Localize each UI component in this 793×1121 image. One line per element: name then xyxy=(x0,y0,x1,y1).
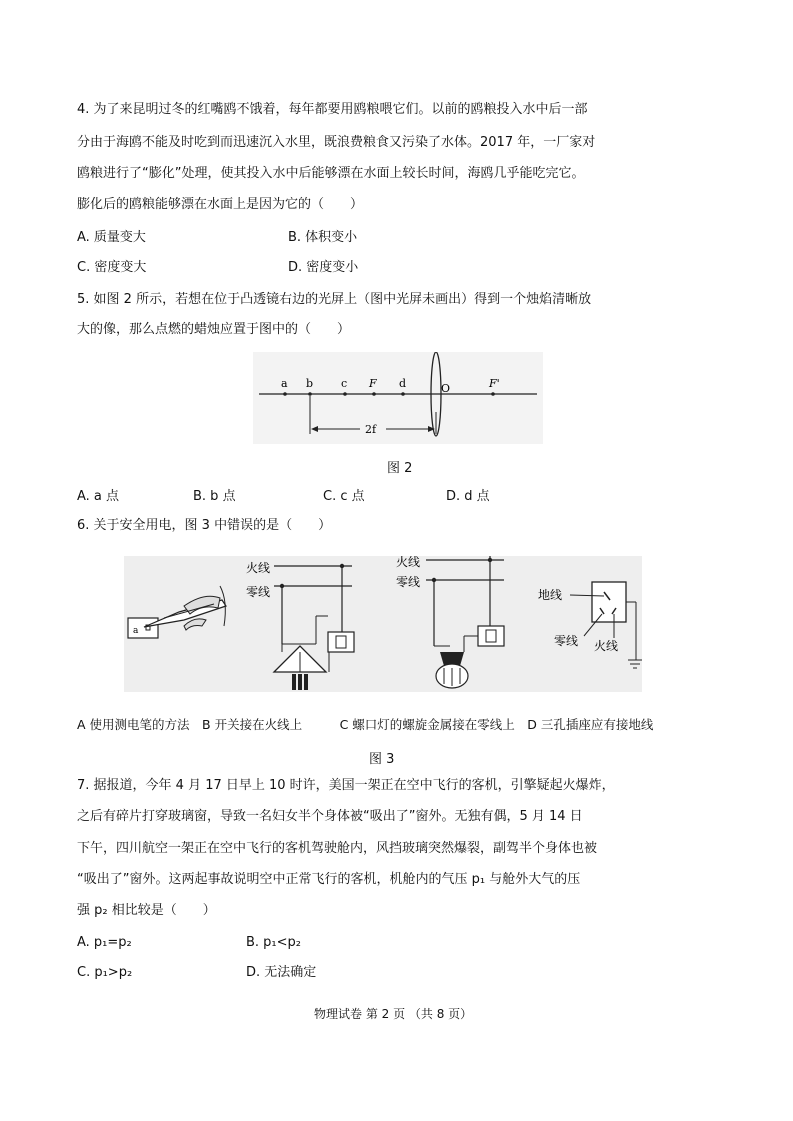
svg-text:a: a xyxy=(133,626,139,636)
q4-line-2: 分由于海鸥不能及时吃到而迅速沉入水里，既浪费粮食又污染了水体。2017 年，一厂家对 xyxy=(77,135,596,150)
q7-line-1: 7. 据报道，今年 4 月 17 日早上 10 时许，美国一架正在空中飞行的客机，引擎疑起火爆炸， xyxy=(77,778,615,793)
point-a xyxy=(283,392,287,396)
figure-3-caption: 图 3 xyxy=(369,752,395,767)
q5-option-b: B. b 点 xyxy=(193,489,236,504)
q5-line-2: 大的像，那么点燃的蜡烛应置于图中的（ ） xyxy=(77,322,351,337)
lens-diagram xyxy=(253,352,543,444)
q5-line-1: 5. 如图 2 所示，若想在位于凸透镜右边的光屏上（图中光屏未画出）得到一个烛焰清晰放 xyxy=(77,292,592,307)
q6-options: A 使用测电笔的方法 B 开关接在火线上 C 螺口灯的螺旋金属接在零线上 D 三孔插座应有接地线 xyxy=(77,717,654,732)
q7-line-5: 强 p₂ 相比较是（ ） xyxy=(77,903,216,918)
q4-line-3: 鸥粮进行了“膨化”处理，使其投入水中后能够漂在水面上较长时间，海鸥几乎能吃完它。 xyxy=(77,166,585,181)
socket-fire-label: 火线 xyxy=(594,639,619,653)
q7-line-2: 之后有碎片打穿玻璃窗，导致一名妇女半个身体被“吸出了”窗外。无独有偶，5 月 14 日 xyxy=(77,809,583,824)
figure-2-caption: 图 2 xyxy=(387,461,413,476)
safety-diagram xyxy=(124,556,642,692)
q4-option-c: C. 密度变大 xyxy=(77,260,147,275)
label-a: a xyxy=(281,377,288,390)
label-d: d xyxy=(399,377,407,390)
label-o: O xyxy=(441,382,451,395)
point-c xyxy=(343,392,347,396)
neutral-wire-label: 零线 xyxy=(246,585,271,599)
q7-option-b: B. p₁<p₂ xyxy=(246,935,302,950)
q4-option-a: A. 质量变大 xyxy=(77,230,146,245)
ground-wire-label: 地线 xyxy=(538,588,563,602)
q5-option-c: C. c 点 xyxy=(323,489,365,504)
q4-line-4: 膨化后的鸥粮能够漂在水面上是因为它的（ ） xyxy=(77,197,364,212)
point-f-left xyxy=(372,392,376,396)
q4-option-b: B. 体积变小 xyxy=(288,230,358,245)
neutral-wire-partial-label: 零线 xyxy=(396,575,421,589)
q7-line-4: “吸出了”窗外。这两起事故说明空中正常飞行的客机，机舱内的气压 p₁ 与舱外大气的压 xyxy=(77,872,581,887)
q7-line-3: 下午，四川航空一架正在空中飞行的客机驾驶舱内，风挡玻璃突然爆裂，副驾半个身体也被 xyxy=(77,841,598,856)
point-b xyxy=(308,392,312,396)
q5-option-a: A. a 点 xyxy=(77,489,120,504)
label-b: b xyxy=(306,377,314,390)
q6-line-1: 6. 关于安全用电，图 3 中错误的是（ ） xyxy=(77,518,332,533)
label-c: c xyxy=(341,377,348,390)
q7-option-d: D. 无法确定 xyxy=(246,965,317,980)
q4-line-1: 4. 为了来昆明过冬的红嘴鸥不饿着，每年都要用鸥粮喂它们。以前的鸥粮投入水中后一部 xyxy=(77,102,588,117)
point-d xyxy=(401,392,405,396)
q7-option-a: A. p₁=p₂ xyxy=(77,935,132,950)
label-2f: 2f xyxy=(365,423,377,436)
point-f-right xyxy=(491,392,495,396)
fire-wire-label: 火线 xyxy=(246,561,271,575)
label-f: F xyxy=(369,377,377,390)
page-footer: 物理试卷 第 2 页 （共 8 页） xyxy=(314,1007,473,1021)
q4-option-d: D. 密度变小 xyxy=(288,260,359,275)
label-f-prime: F' xyxy=(489,377,500,390)
q7-option-c: C. p₁>p₂ xyxy=(77,965,133,980)
fire-wire-partial-label: 火线 xyxy=(396,556,421,569)
socket-neutral-label: 零线 xyxy=(554,634,579,648)
q5-option-d: D. d 点 xyxy=(446,489,490,504)
